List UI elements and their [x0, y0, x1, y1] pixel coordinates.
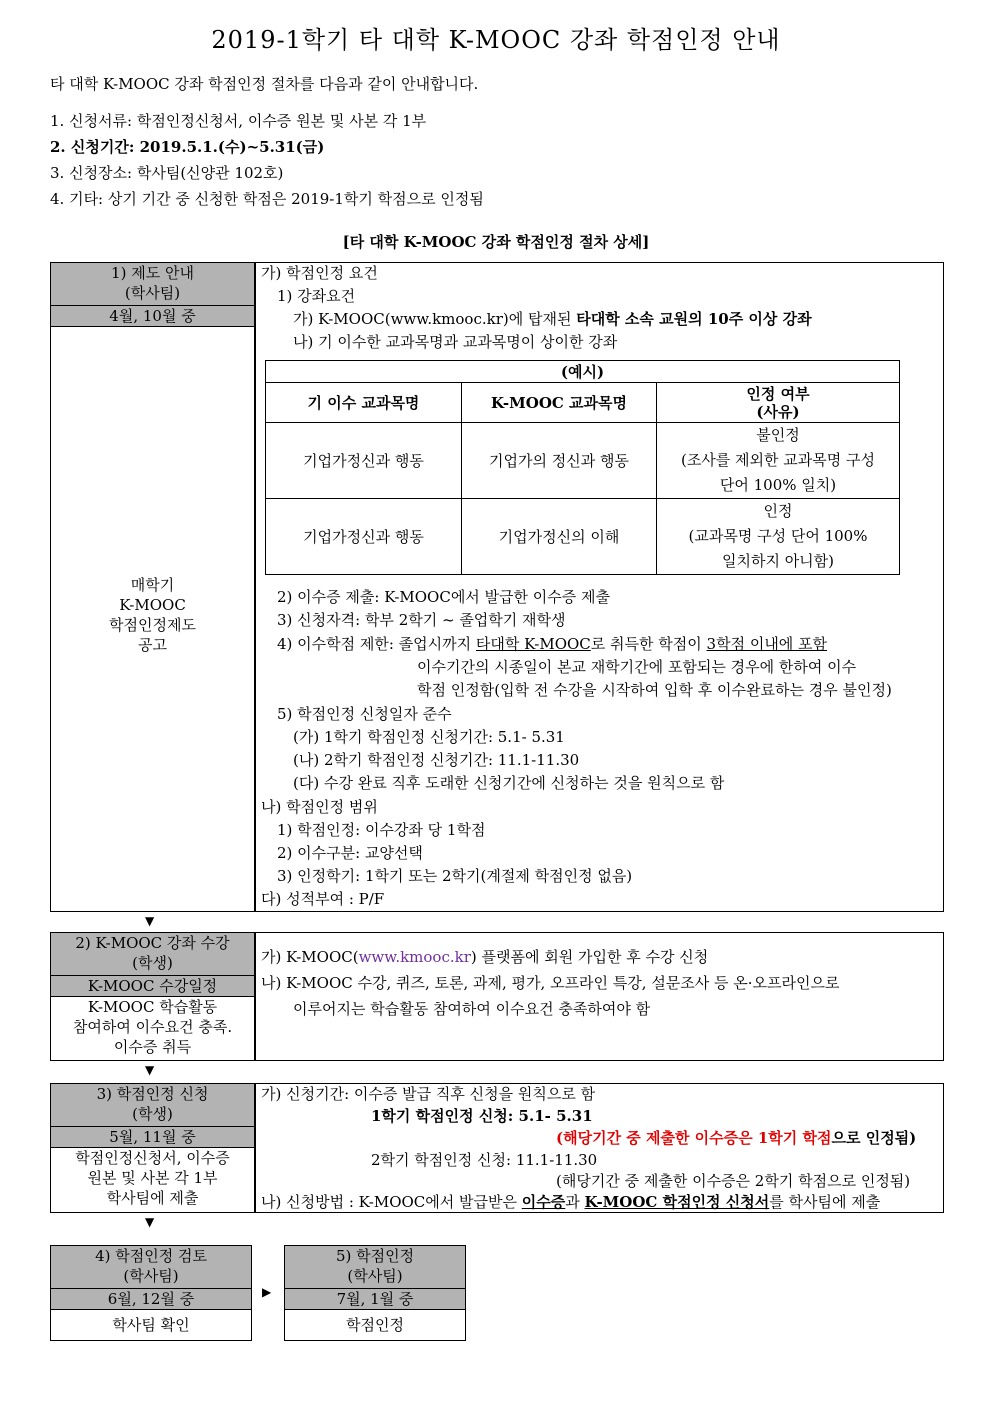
- step2-period: K-MOOC 수강일정: [50, 975, 255, 997]
- table-cell: 기업가정신과 행동: [266, 423, 462, 499]
- text-span: 으로 인정됨): [831, 1129, 917, 1147]
- table-cell-line: 단어 100% 일치): [719, 476, 837, 494]
- step1-a5-2: (나) 2학기 학점인정 신청기간: 11.1-11.30: [293, 751, 580, 769]
- text-span: 가) K-MOOC(www.kmooc.kr)에 탑재된: [293, 310, 577, 328]
- intro-lead: 타 대학 K-MOOC 강좌 학점인정 절차를 다음과 같이 안내합니다.: [50, 75, 479, 93]
- step4-header-owner: (학사팀): [123, 1267, 179, 1285]
- table-cell: 기업가의 정신과 행동: [462, 423, 657, 499]
- text-span-underline: 타대학 K-MOOC: [475, 635, 591, 653]
- step1-desc-line: 매학기: [130, 576, 175, 594]
- text-span: 나) 신청방법 : K-MOOC에서 발급받은: [261, 1193, 522, 1211]
- step3-c4: 2학기 학점인정 신청: 11.1-11.30: [371, 1151, 598, 1169]
- intro-item-1: 1. 신청서류: 학점인정신청서, 이수증 원본 및 사본 각 1부: [50, 112, 427, 130]
- step1-desc-line: 공고: [138, 636, 167, 654]
- text-span-underline: 3학점 이내에 포함: [706, 635, 828, 653]
- step3-c5: (해당기간 중 제출한 이수증은 2학기 학점으로 인정됨): [556, 1172, 911, 1190]
- step3-c2: 1학기 학점인정 신청: 5.1- 5.31: [371, 1107, 593, 1125]
- step5-header-owner: (학사팀): [347, 1267, 403, 1285]
- table-cell: [657, 499, 900, 575]
- step2-header-owner: (학생): [132, 954, 173, 972]
- arrow-down-icon: ▼: [145, 1215, 155, 1229]
- text-span-bold: 타대학 소속 교원의 10주 이상 강좌: [576, 310, 812, 328]
- step1-desc: [50, 326, 255, 912]
- arrow-right-icon: ▶: [262, 1285, 272, 1299]
- text-span-red: (해당기간 중 제출한 이수증은 1학기 학점: [556, 1129, 832, 1147]
- step2-header-title: 2) K-MOOC 강좌 수강: [75, 934, 230, 952]
- arrow-down-icon: ▼: [145, 914, 155, 928]
- text-span: 로 취득한 학점이: [590, 635, 707, 653]
- step1-a4: [277, 634, 827, 654]
- step1-a5-1: (가) 1학기 학점인정 신청기간: 5.1- 5.31: [293, 728, 565, 746]
- step5-header: [284, 1245, 466, 1289]
- step1-a4-line3: 학점 인정함(입학 전 수강을 시작하여 입학 후 이수완료하는 경우 불인정): [417, 681, 892, 699]
- table-header: 기 이수 교과목명: [266, 383, 462, 423]
- step1-c-title: 다) 성적부여 : P/F: [261, 890, 385, 908]
- step2-header: [50, 932, 255, 976]
- step3-desc-line: 학사팀에 제출: [106, 1189, 199, 1207]
- step1-header-title: 1) 제도 안내: [111, 264, 194, 282]
- table-cell-line: (교과목명 구성 단어 100%: [688, 527, 868, 545]
- table-cell-line: 인정: [763, 502, 793, 520]
- step3-c6: [261, 1192, 880, 1212]
- example-caption: (예시): [266, 361, 900, 383]
- table-cell-line: (조사를 제외한 교과목명 구성: [680, 451, 876, 469]
- step2-desc-line: 참여하여 이수요건 충족.: [72, 1018, 233, 1036]
- step1-header-owner: (학사팀): [124, 284, 181, 302]
- step5-desc: 학점인정: [284, 1309, 466, 1341]
- step3-c3: [556, 1128, 916, 1148]
- step3-desc-line: 학점인정신청서, 이수증: [75, 1149, 230, 1167]
- step3-header: [50, 1083, 255, 1127]
- step3-header-owner: (학생): [132, 1105, 173, 1123]
- step4-header-title: 4) 학점인정 검토: [95, 1247, 207, 1265]
- step2-c1: [261, 947, 708, 967]
- step1-header: [50, 262, 255, 306]
- step1-desc-line: K-MOOC: [119, 596, 186, 614]
- table-cell-line: 불인정: [756, 426, 800, 444]
- table-header: K-MOOC 교과목명: [462, 383, 657, 423]
- step1-a1-na: 나) 기 이수한 교과목명과 교과목명이 상이한 강좌: [293, 333, 618, 351]
- intro-item-4: 4. 기타: 상기 기간 중 신청한 학점은 2019-1학기 학점으로 인정됨: [50, 190, 484, 208]
- step1-desc-line: 학점인정제도: [109, 616, 196, 634]
- example-table: [265, 360, 900, 575]
- arrow-down-icon: ▼: [145, 1063, 155, 1077]
- step1-b2: 2) 이수구분: 교양선택: [277, 844, 423, 862]
- step1-a1-ga: [293, 309, 812, 329]
- step1-a5-3: (다) 수강 완료 직후 도래한 신청기간에 신청하는 것을 원칙으로 함: [293, 774, 725, 792]
- step3-desc: [50, 1147, 255, 1213]
- table-cell: 기업가정신과 행동: [266, 499, 462, 575]
- step1-a4-line2: 이수기간의 시종일이 본교 재학기간에 포함되는 경우에 한하여 이수: [417, 658, 857, 676]
- intro-item-3: 3. 신청장소: 학사팀(신양관 102호): [50, 164, 284, 182]
- step4-desc: 학사팀 확인: [50, 1309, 252, 1341]
- table-cell: 기업가정신의 이해: [462, 499, 657, 575]
- table-cell-line: 일치하지 아니함): [721, 552, 835, 570]
- table-cell: [657, 423, 900, 499]
- text-span-underline: K-MOOC 학점인정 신청서: [584, 1193, 770, 1211]
- text-span-underline: 이수증: [521, 1193, 566, 1211]
- step2-c2: 나) K-MOOC 수강, 퀴즈, 토론, 과제, 평가, 오프라인 특강, 설문조사 등 온·오프라인으로: [261, 974, 840, 992]
- step1-period: 4월, 10월 중: [50, 305, 255, 327]
- step1-a2: 2) 이수증 제출: K-MOOC에서 발급한 이수증 제출: [277, 588, 611, 606]
- step1-a5: 5) 학점인정 신청일자 준수: [277, 705, 452, 723]
- text-span: ) 플랫폼에 회원 가입한 후 수강 신청: [470, 948, 709, 966]
- kmooc-link[interactable]: www.kmooc.kr: [358, 948, 471, 966]
- step1-a3: 3) 신청자격: 학부 2학기 ~ 졸업학기 재학생: [277, 611, 566, 629]
- text-span: 를 학사팀에 제출: [769, 1193, 881, 1211]
- step4-header: [50, 1245, 252, 1289]
- text-span: 가) K-MOOC(: [261, 948, 359, 966]
- table-header-line: (사유): [756, 402, 800, 421]
- step3-period: 5월, 11월 중: [50, 1126, 255, 1148]
- table-header-line: 인정 여부: [746, 384, 810, 403]
- step3-header-title: 3) 학점인정 신청: [96, 1085, 209, 1103]
- step1-a1: 1) 강좌요건: [277, 287, 356, 305]
- text-span: 과: [565, 1193, 585, 1211]
- page-title: 2019-1학기 타 대학 K-MOOC 강좌 학점인정 안내: [211, 26, 781, 54]
- step1-b-title: 나) 학점인정 범위: [261, 798, 378, 816]
- step1-b1: 1) 학점인정: 이수강좌 당 1학점: [277, 821, 486, 839]
- step1-a-title: 가) 학점인정 요건: [261, 264, 378, 282]
- step5-period: 7월, 1월 중: [284, 1288, 466, 1310]
- step3-c1: 가) 신청기간: 이수증 발급 직후 신청을 원칙으로 함: [261, 1085, 596, 1103]
- intro-item-2: 2. 신청기간: 2019.5.1.(수)~5.31(금): [50, 138, 325, 156]
- table-header: [657, 383, 900, 423]
- step2-desc: [50, 996, 255, 1061]
- step1-b3: 3) 인정학기: 1학기 또는 2학기(계절제 학점인정 없음): [277, 867, 633, 885]
- text-span: 4) 이수학점 제한: 졸업시까지: [277, 635, 476, 653]
- step2-desc-line: 이수증 취득: [113, 1038, 192, 1056]
- step2-desc-line: K-MOOC 학습활동: [87, 998, 218, 1016]
- step4-period: 6월, 12월 중: [50, 1288, 252, 1310]
- step3-desc-line: 원본 및 사본 각 1부: [87, 1169, 218, 1187]
- section-title: [타 대학 K-MOOC 강좌 학점인정 절차 상세]: [342, 233, 650, 251]
- step5-header-title: 5) 학점인정: [335, 1247, 415, 1265]
- step2-c3: 이루어지는 학습활동 참여하여 이수요건 충족하여야 함: [293, 1000, 651, 1018]
